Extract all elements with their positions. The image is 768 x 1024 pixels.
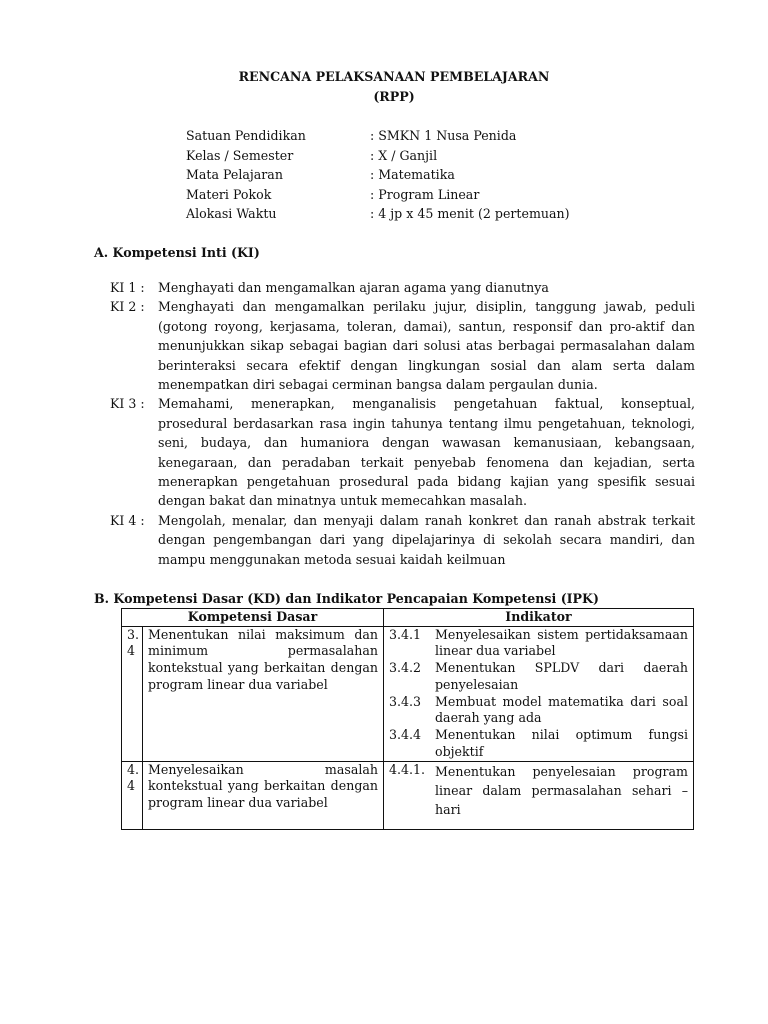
kd-indicator-table [121, 608, 694, 830]
identity-row [186, 126, 570, 146]
identity-block [186, 126, 570, 224]
identity-value: : SMKN 1 Nusa Penida [370, 128, 517, 143]
indicator-item [389, 660, 688, 693]
ki-number: KI 2 : [110, 299, 145, 315]
identity-value: : 4 jp x 45 menit (2 pertemuan) [370, 206, 570, 221]
identity-row [186, 204, 570, 224]
identity-label: Mata Pelajaran [186, 167, 283, 182]
identity-label: Satuan Pendidikan [186, 128, 306, 143]
kd-number: 4. 4 [122, 761, 143, 829]
identity-label: Materi Pokok [186, 186, 272, 202]
document-title: RENCANA PELAKSANAAN PEMBELAJARAN [238, 69, 550, 84]
table-row [122, 761, 694, 829]
ki-list [110, 278, 695, 569]
indicator-list [384, 761, 694, 829]
indicator-column-header: Indikator [384, 609, 694, 627]
ki-text: Mengolah, menalar, dan menyaji dalam ranah konkret dan ranah abstrak terkait dengan pengembangan dari yang dipelajarinya di sekolah secara mandiri, dan mampu menggunakan metoda sesuai kaidah keilmuan [158, 512, 695, 567]
ki-item [110, 511, 695, 569]
indicator-item [389, 727, 688, 760]
indicator-code: 3.4.1 [389, 626, 422, 642]
indicator-text: Menyelesaikan sistem pertidaksamaan linear dua variabel [435, 626, 688, 659]
kd-number: 3. 4 [122, 626, 143, 761]
section-b-heading: B. Kompetensi Dasar (KD) dan Indikator Pencapaian Kompetensi (IPK) [94, 591, 599, 606]
table-row [122, 626, 694, 761]
indicator-item [389, 694, 688, 727]
indicator-text: Menentukan nilai optimum fungsi objektif [435, 726, 688, 759]
identity-label: Kelas / Semester [186, 147, 294, 163]
ki-text: Memahami, menerapkan, menganalisis pengetahuan faktual, konseptual, prosedural berdasarkan rasa ingin tahunya tentang ilmu pengetahuan, teknologi, seni, budaya, dan humaniora dengan wawasan kemanusiaan, kebangsaan, kenegaraan, dan peradaban terkait penyebab fenomena dan kejadian, serta menerapkan pengetahuan prosedural pada bidang kajian yang spesifik sesuai dengan bakat dan minatnya untuk memecahkan masalah. [158, 396, 695, 509]
identity-value: : Program Linear [370, 186, 480, 202]
indicator-item [389, 762, 688, 819]
indicator-text: Menentukan penyelesaian program linear dalam permasalahan sehari – hari [435, 763, 688, 817]
kd-description: Menyelesaikan masalah kontekstual yang berkaitan dengan program linear dua variabel [143, 761, 384, 829]
ki-text: Menghayati dan mengamalkan perilaku jujur, disiplin, tanggung jawab, peduli (gotong royong, kerjasama, toleran, damai), santun, responsif dan pro-aktif dan menunjukkan sikap sebagai bagian dari solusi atas berbagai permasalahan dalam berinteraksi secara efektif dengan lingkungan sosial dan alam serta dalam menempatkan diri sebagai cerminan bangsa dalam pergaulan dunia. [158, 299, 695, 393]
ki-item [110, 394, 695, 510]
ki-item [110, 297, 695, 394]
identity-label: Alokasi Waktu [186, 206, 277, 221]
ki-number: KI 1 : [110, 280, 145, 295]
kd-column-header: Kompetensi Dasar [122, 609, 384, 627]
indicator-code: 4.4.1. [389, 761, 426, 777]
ki-text: Menghayati dan mengamalkan ajaran agama yang dianutnya [158, 280, 549, 295]
ki-item [110, 278, 695, 297]
indicator-code: 3.4.3 [389, 693, 422, 709]
identity-row [186, 185, 570, 205]
indicator-item [389, 627, 688, 660]
indicator-code: 3.4.2 [389, 660, 422, 676]
identity-row [186, 165, 570, 185]
identity-row [186, 146, 570, 166]
kd-description: Menentukan nilai maksimum dan minimum permasalahan kontekstual yang berkaitan dengan program linear dua variabel [143, 626, 384, 761]
indicator-code: 3.4.4 [389, 726, 422, 742]
ki-number: KI 4 : [110, 512, 145, 528]
identity-value: : Matematika [370, 167, 455, 182]
indicator-list [384, 626, 694, 761]
document-subtitle: (RPP) [373, 89, 415, 104]
ki-number: KI 3 : [110, 396, 145, 412]
indicator-text: Membuat model matematika dari soal daerah yang ada [435, 693, 688, 726]
section-a-heading: A. Kompetensi Inti (KI) [94, 245, 260, 260]
identity-value: : X / Ganjil [370, 147, 438, 163]
table-header-row [122, 609, 694, 627]
indicator-text: Menentukan SPLDV dari daerah penyelesaian [435, 660, 688, 692]
